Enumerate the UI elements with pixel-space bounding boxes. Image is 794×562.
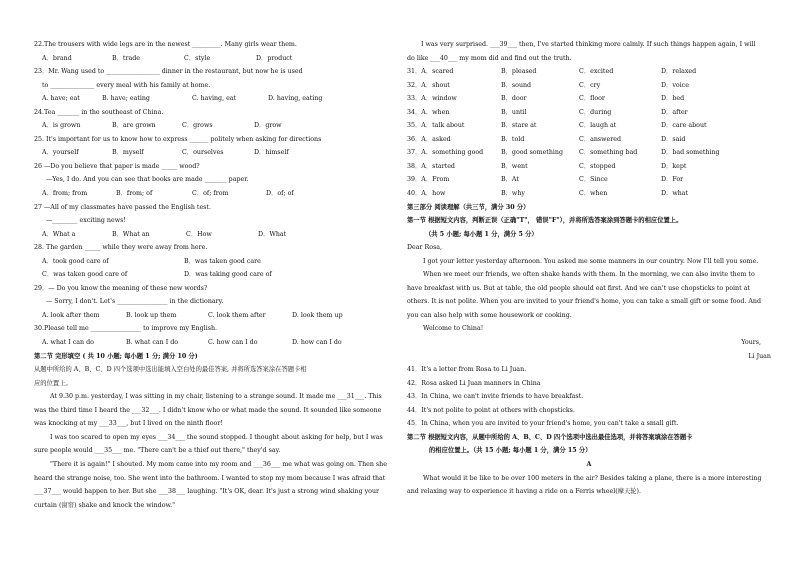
option: D．care about — [661, 122, 707, 130]
question-23: 23．Mr. Wang used to _________________ dinner in the restaurant, but now he is used — [34, 68, 303, 76]
cloze-option-row — [407, 119, 771, 133]
option: C. how can I do — [208, 339, 258, 347]
option: D．relaxed — [661, 68, 697, 76]
option: 35．A．talk about — [407, 122, 465, 130]
option: B．myself — [112, 149, 144, 157]
question-25: 25. It's important for us to know how to express ______ politely when asking for directions — [34, 135, 322, 143]
question-27-reply: —________ exciting news! — [46, 217, 126, 225]
option: A. have; eat — [42, 95, 80, 103]
cloze-option-row — [407, 133, 771, 147]
question-23-cont: to ______________ every meal with his family at home. — [42, 81, 211, 89]
section-instructions-cont: 应的位置上。 — [34, 379, 72, 387]
part-3-section-2-note: 的相应位置上。（共 15 小题; 每小题 1 分，满分 15 分） — [429, 447, 592, 455]
question-22: 22.The trousers with wide legs are in the newest _________. Many girls wear them. — [34, 41, 297, 48]
option: 32．A．shout — [407, 81, 450, 89]
part-3-section-2: 第二节 根据短文内容，从题中所给的 A、B、C、D 四个选项中选出最佳选项，并将答案填涂在答题卡 — [407, 433, 693, 441]
option: D. having, eating — [268, 95, 323, 103]
cloze-paragraph-4: I was very surprised. ___39___ then, I've started thinking more calmly. If such things happen again, I will — [421, 41, 756, 48]
options-29 — [34, 309, 389, 323]
section-instructions: 从题中所给的 A、B、C、D 四个选项中选出能填入空白处的最佳答案, 并将所选答案涂在答题卡相 — [34, 366, 307, 374]
option: A．brand — [42, 54, 72, 62]
left-column — [34, 38, 389, 512]
passage-a-paragraph: What would it be like to be over 100 meters in the air? Besides taking a plane, there is a more interesting and relaxing way to experience it having a ride on a Ferris wheel(摩天轮). — [407, 474, 762, 496]
option: B．pleased — [501, 68, 537, 76]
part-3-section-1-note: （共 5 小题; 每小题 1 分，满分 5 分） — [425, 230, 538, 238]
cloze-option-row — [407, 79, 771, 93]
option: C．cry — [579, 81, 601, 89]
option: D. how can I do — [292, 339, 342, 347]
option: A．yourself — [42, 149, 79, 157]
option: C．answered — [579, 135, 622, 143]
option: B. have; eating — [102, 95, 150, 103]
option: D．bed — [661, 95, 685, 103]
cloze-paragraph-4-cont: do like ___40___ my mom did and find out the truth. — [407, 54, 572, 62]
question-29-reply: — Sorry, I don't. Let's ________________ in the dictionary. — [46, 298, 224, 306]
option: B．from; of — [116, 190, 153, 198]
option: C．laugh at — [579, 122, 617, 130]
options-24 — [34, 119, 389, 133]
option: 37．A．something good — [407, 149, 484, 157]
option: B．sound — [501, 81, 532, 89]
statement-42: 42．Rosa asked Li Juan manners in China — [407, 379, 541, 387]
letter-paragraph-1: I got your letter yesterday afternoon. You asked me some manners in our country. Now I'll tell you some. — [423, 257, 759, 265]
option: B．stare at — [501, 122, 537, 130]
option: B. look up them — [126, 311, 177, 319]
option: C．How — [186, 230, 212, 238]
option: C．floor — [579, 95, 605, 103]
option: D. look them up — [292, 311, 343, 319]
option: A. what I can do — [42, 339, 94, 347]
options-25 — [34, 146, 389, 160]
options-27 — [34, 228, 389, 242]
cloze-option-row — [407, 173, 771, 187]
option: C．grows — [182, 122, 213, 130]
option: D．product — [256, 54, 293, 62]
option: D．after — [661, 108, 688, 116]
part-3-section-1: 第一节 根据短文内容，判断正误（正确"T"， 错误"F"），并将所选答案涂到答题卡的相应位置上。 — [407, 217, 683, 225]
question-24: 24.Tea _______ in the southeast of China. — [34, 108, 164, 116]
option: 31．A．scared — [407, 68, 454, 76]
option: D．what — [661, 190, 689, 198]
statement-43: 43．In China, we can't invite friends to have breakfast. — [407, 393, 584, 401]
option: B．trade — [112, 54, 140, 62]
cloze-paragraph-3: "There it is again!" I shouted. My mom came into my room and ___36___ me what was going on. Then she heard the strange noise, too. She went into the bathroom. I wanted to stop my mom because I was afraid that ___37___ would happen to her. But she ___38___ laughing. "It's OK, dear. It's just a strong wind shaking your curtain (窗帘) shake and knock the window." — [34, 460, 387, 509]
option: 33．A．window — [407, 95, 457, 103]
option: C．was taken good care of — [42, 271, 128, 279]
option: C．Since — [579, 176, 608, 184]
option: A．from; from — [42, 190, 88, 198]
option: D．For — [661, 176, 684, 184]
option: D．was taking good care of — [184, 271, 272, 279]
option: D．What — [258, 230, 287, 238]
option: 38．A．started — [407, 162, 455, 170]
option: B．why — [501, 190, 525, 198]
option: B．until — [501, 108, 527, 116]
passage-label: A — [586, 460, 592, 468]
option: 34．A．when — [407, 108, 450, 116]
option: D．kept — [661, 162, 687, 170]
option: B．was taken good care — [184, 257, 261, 265]
option: C. look them after — [208, 311, 266, 319]
letter-greeting: Dear Rosa, — [407, 244, 443, 252]
option: A．is grown — [42, 122, 81, 130]
option: D．bad something — [661, 149, 720, 157]
option: A．took good care of — [42, 257, 109, 265]
option: D．grow — [254, 122, 282, 130]
option: C．of; from — [192, 190, 229, 198]
option: 36．A．asked — [407, 135, 451, 143]
option: C．excited — [579, 68, 614, 76]
options-28-row1 — [34, 255, 389, 269]
letter-paragraph-2: When we meet our friends, we often shake hands with them. In the morning, we can also invite them to have breakfast with us. But at table, the old people should eat first. And we can't use chopsticks to point at others. It is not polite. When you are invited to your friend's home, you can take a small gift or some food. And you can also help with some housework or cooking. — [407, 271, 761, 319]
option: A. look after them — [42, 311, 100, 319]
cloze-option-row — [407, 160, 771, 174]
option: C. having, eat — [192, 95, 237, 103]
option: B．At — [501, 176, 519, 184]
option: B．told — [501, 135, 525, 143]
question-30: 30.Please tell me ________________ to improve my English. — [34, 325, 218, 333]
letter-signoff: Yours, — [741, 339, 761, 347]
question-27: 27 —All of my classmates have passed the English test. — [34, 203, 211, 211]
option: A．What a — [42, 230, 76, 238]
options-26 — [34, 187, 389, 201]
cloze-option-row — [407, 146, 771, 160]
option: C．something bad — [579, 149, 638, 157]
question-28: 28. The garden _____ while they were away from here. — [34, 244, 208, 252]
option: C．during — [579, 108, 612, 116]
option: B．went — [501, 162, 528, 170]
option: C．when — [579, 190, 608, 198]
cloze-option-row — [407, 92, 771, 106]
part-3-heading: 第三部分 阅读理解（共三节，满分 30 分） — [407, 203, 530, 211]
options-22 — [34, 52, 389, 66]
option: D．of; of — [266, 190, 294, 198]
cloze-paragraph-2: I was too scared to open my eyes ___34___ the sound stopped. I thought about asking for help, but I was sure people would ___35___ me. "There can't be a thief out there," they'd say. — [34, 433, 383, 455]
options-23 — [34, 92, 389, 106]
cloze-option-row — [407, 187, 771, 201]
option: D．himself — [254, 149, 289, 157]
statement-45: 45．In China, when you are invited to your friend's home, you can't take a small gift. — [407, 420, 679, 428]
cloze-option-row — [407, 65, 771, 79]
option: 39．A．From — [407, 176, 450, 184]
option: C．style — [184, 54, 211, 62]
option: C．ourselves — [182, 149, 224, 157]
option: C．stopped — [579, 162, 616, 170]
question-29: 29．— Do you know the meaning of these new words? — [34, 284, 208, 292]
question-26-reply: —Yes, I do. And you can see that books are made _______ paper. — [46, 176, 249, 184]
option: D．voice — [661, 81, 689, 89]
cloze-paragraph-1: At 9.30 p.m. yesterday, I was sitting in my chair, listening to a strange sound. It made me ___31___. This was the third time I heard the ___32___. I didn't know who or what made the sound. It sounded like someone was knocking at my ___33___, but I lived on the ninth floor! — [34, 393, 382, 428]
option: B．are grown — [112, 122, 156, 130]
statement-44: 44．It's not polite to point at others with chopsticks. — [407, 406, 575, 414]
question-26: 26 —Do you believe that paper is made _____ wood? — [34, 162, 200, 170]
right-column — [407, 38, 771, 499]
options-28-row2 — [34, 268, 389, 282]
option: 40．A．how — [407, 190, 446, 198]
section-heading-cloze: 第二节 完形填空 ( 共 10 小题; 每小题 1 分; 满分 10 分) — [34, 352, 198, 360]
option: B. what can I do — [126, 339, 179, 347]
option: B．good something — [501, 149, 563, 157]
option: B．door — [501, 95, 527, 103]
option: D．said — [661, 135, 686, 143]
options-30 — [34, 336, 389, 350]
cloze-option-row — [407, 106, 771, 120]
letter-signature: Li Juan — [748, 352, 771, 360]
statement-41: 41．It's a letter from Rosa to Li Juan. — [407, 366, 527, 374]
letter-closing: Welcome to China! — [423, 325, 484, 333]
option: B．What an — [112, 230, 150, 238]
cloze-options — [407, 65, 771, 200]
